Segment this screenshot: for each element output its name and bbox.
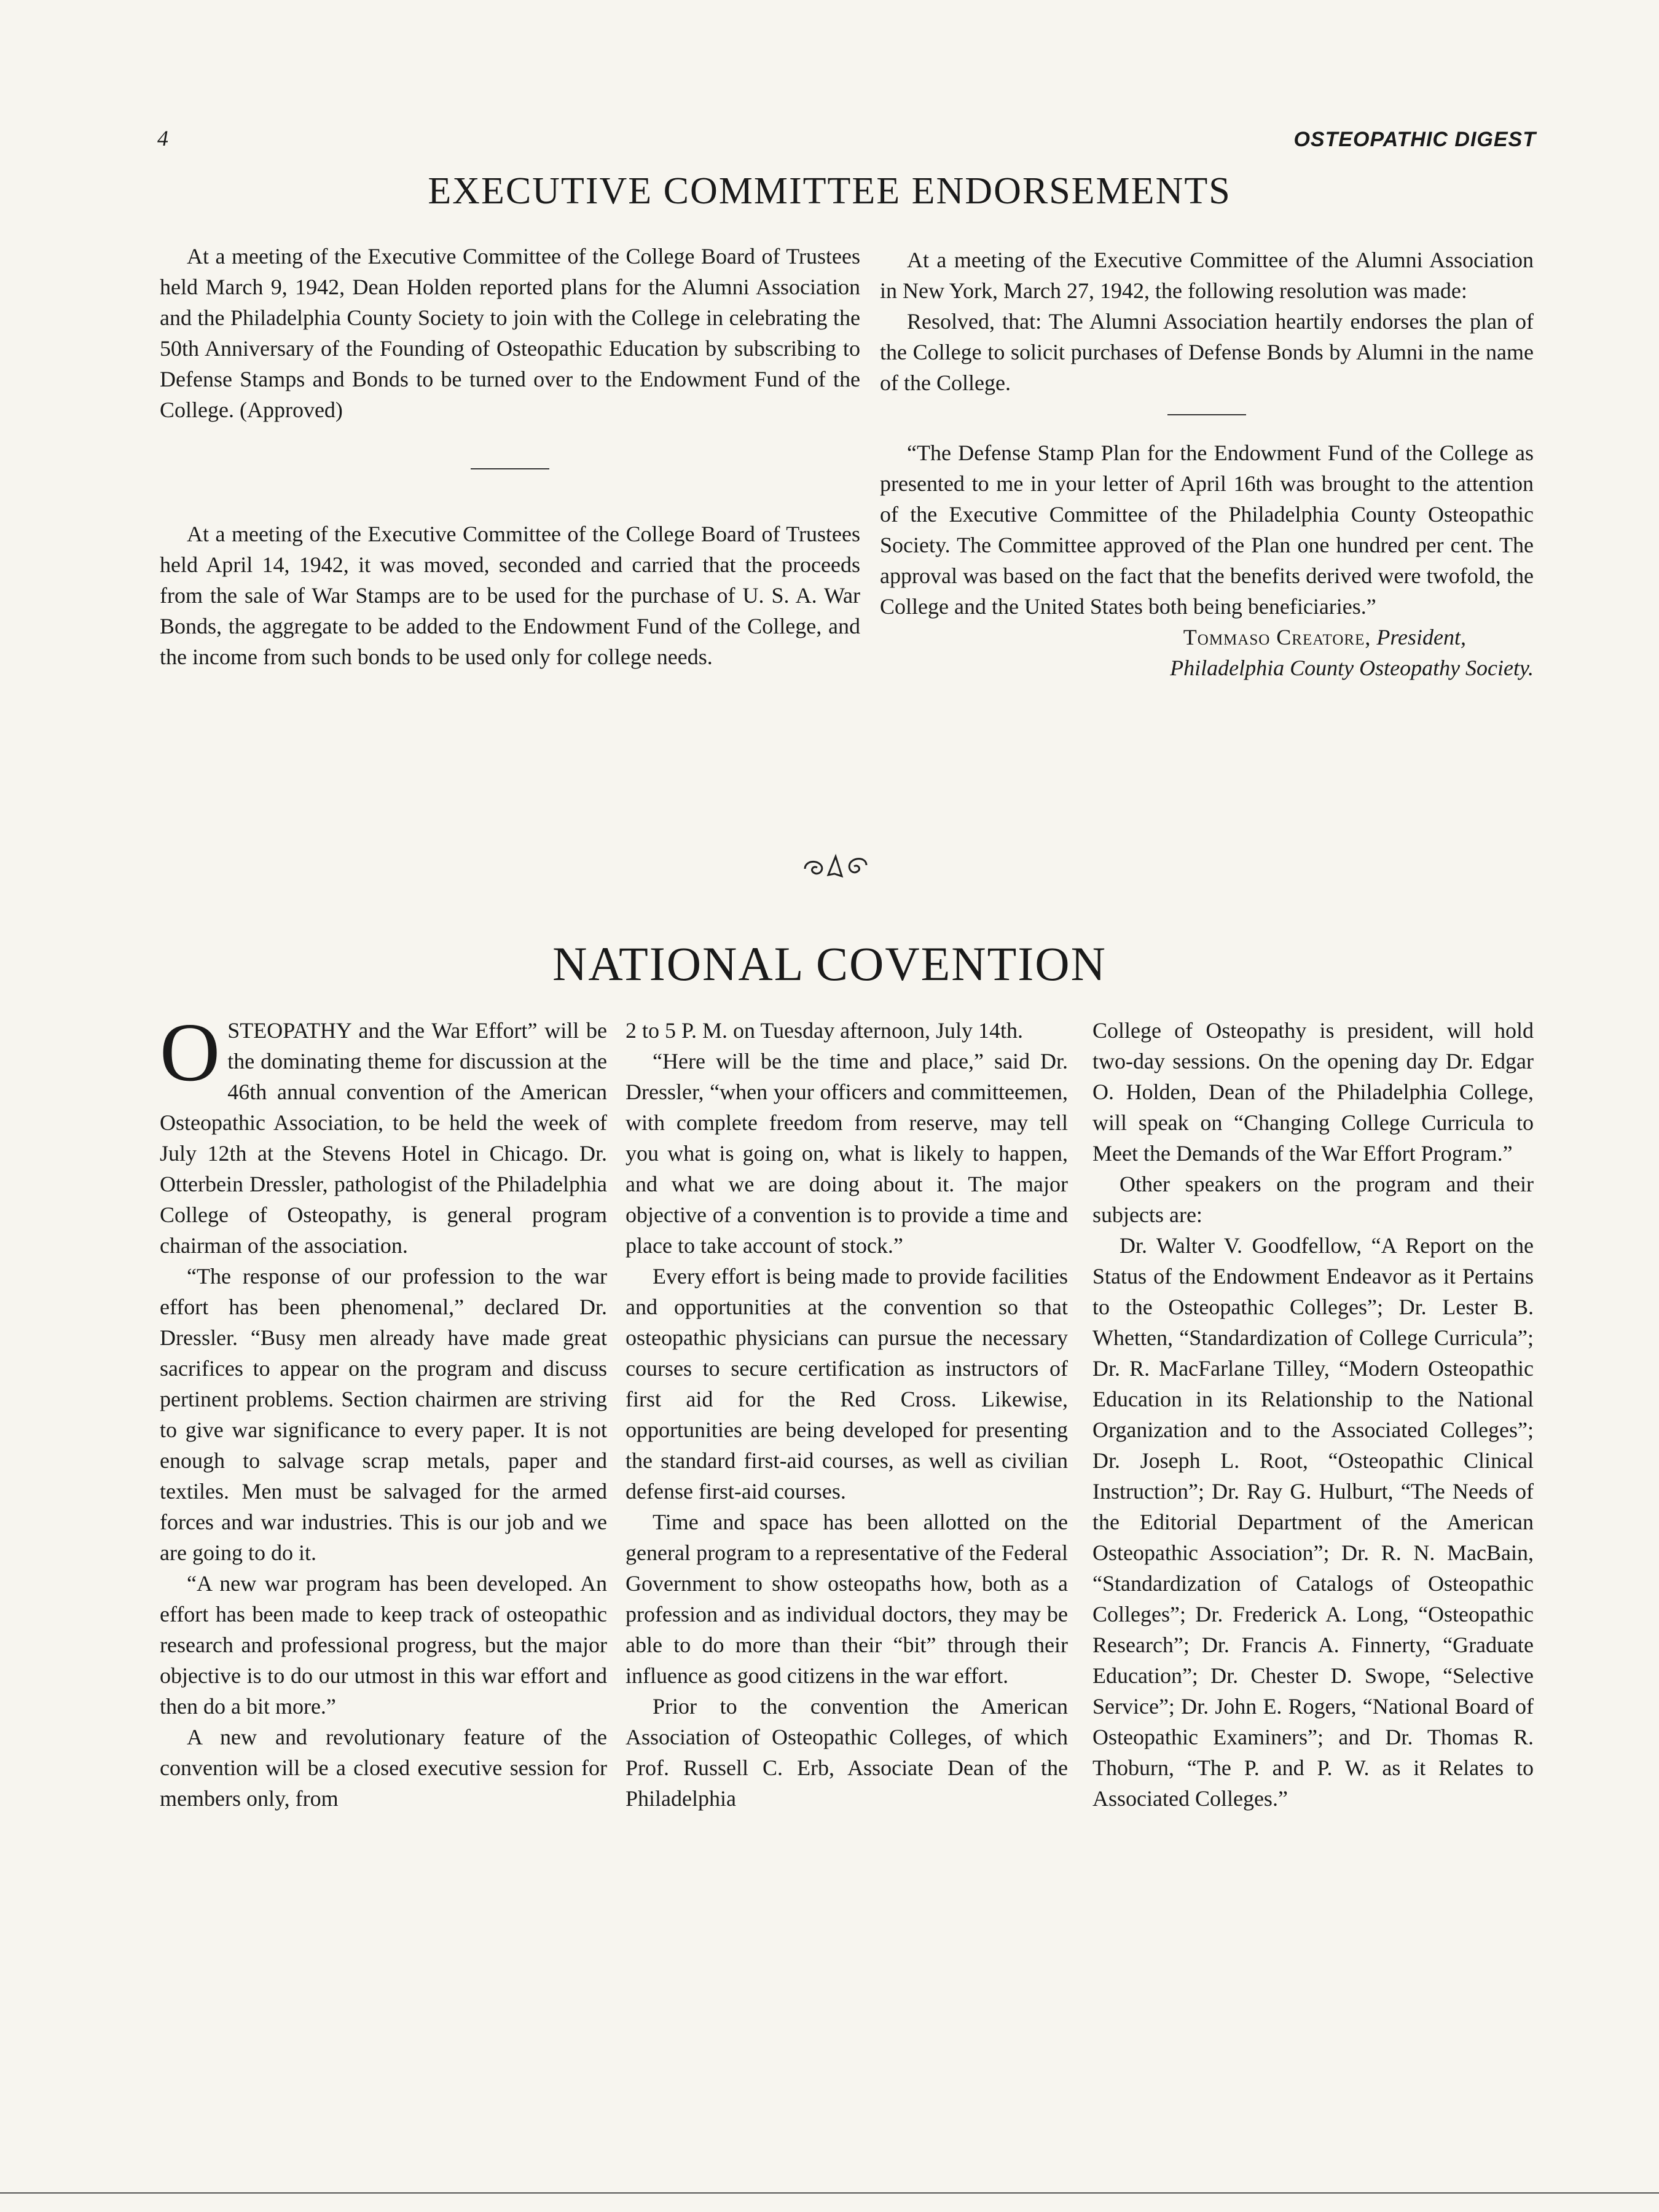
running-head: OSTEOPATHIC DIGEST [1293, 128, 1536, 151]
signature-name: Tommaso Creatore, [1183, 625, 1371, 649]
quote-paragraph: “The Defense Stamp Plan for the Endowment Fund of the College as presented to me in your letter of April 16th was brought to the attention of the Executive Committee of the Philadelphia County Osteopathic Society. The Committee approved of the Plan one hundred per cent. The approval was based on the fact that the benefits derived were twofold, the College and the United States both being beneficiaries.” [880, 441, 1534, 619]
endorsements-left-column [160, 241, 860, 672]
section-title-convention: NATIONAL COVENTION [552, 937, 1107, 990]
signature-line [880, 622, 1534, 653]
paragraph: Resolved, that: The Alumni Association heartily endorses the plan of the College to solicit purchases of Defense Bonds by Alumni in the name of the College. [880, 309, 1534, 395]
signature-title: President, [1376, 625, 1466, 649]
convention-column-2 [626, 1015, 1068, 1814]
convention-column-1 [160, 1006, 607, 1814]
paragraph: At a meeting of the Executive Committee of the College Board of Trustees held April 14, 1942, it was moved, seconded and carried that the proceeds from the sale of War Stamps are to be used for the purchase of U. S. A. War Bonds, the aggregate to be added to the Endowment Fund of the College, and the income from such bonds to be used only for college needs. [160, 522, 860, 669]
paragraph: OSTEOPATHY and the War Effort” will be the dominating theme for discussion at the 46th annual convention of the American Osteopathic Association, to be held the week of July 12th at the Stevens Hotel in Chicago. Dr. Otterbein Dressler, pathologist of the Philadelphia College of Osteopathy, is general program chairman of the association. [160, 1006, 607, 1258]
divider [471, 468, 549, 469]
page-edge-line [0, 2192, 1659, 2194]
fleuron-icon [799, 850, 873, 884]
paragraph: “Here will be the time and place,” said Dr. Dressler, “when your officers and committeemen, with complete freedom from reserve, may tell you what is going on, what is likely to happen, and what we are doing about it. The major objective of a convention is to provide a time and place to take account of stock.” [626, 1049, 1068, 1258]
paragraph: Prior to the convention the American Association of Osteopathic Colleges, of which Prof. Russell C. Erb, Associate Dean of the Philadelphia [626, 1694, 1068, 1811]
endorsements-right-column [880, 245, 1534, 683]
paragraph: At a meeting of the Executive Committee of the College Board of Trustees held March 9, 1942, Dean Holden reported plans for the Alumni Association and the Philadelphia County Society to join with the College in celebrating the 50th Anniversary of the Founding of Osteopathic Education by subscribing to Defense Stamps and Bonds to be turned over to the Endowment Fund of the College. (Approved) [160, 244, 860, 422]
drop-cap: O [160, 1006, 221, 1099]
paragraph: Dr. Walter V. Goodfellow, “A Report on the Status of the Endowment Endeavor as it Pertains to the Osteopathic Colleges”; Dr. Lester B. Whetten, “Standardization of College Curricula”; Dr. R. MacFarlane Tilley, “Modern Osteopathic Education in its Relationship to the National Organization and to the Associated Colleges”; Dr. Joseph L. Root, “Osteopathic Clinical Instruction”; Dr. Ray G. Hulburt, “The Needs of the Editorial Department of the American Osteopathic Association”; Dr. R. N. MacBain, “Standardization of Catalogs of Osteopathic Colleges”; Dr. Frederick A. Long, “Osteopathic Research”; Dr. Francis A. Finnerty, “Graduate Education”; Dr. Chester D. Swope, “Selective Service”; Dr. John E. Rogers, “National Board of Osteopathic Examiners”; and Dr. Thomas R. Thoburn, “The P. and P. W. as it Relates to Associated Colleges.” [1092, 1233, 1534, 1811]
convention-column-3 [1092, 1015, 1534, 1814]
section-title-endorsements: EXECUTIVE COMMITTEE ENDORSEMENTS [428, 170, 1231, 212]
paragraph: Every effort is being made to provide facilities and opportunities at the convention so that osteopathic physicians can pursue the necessary courses to secure certification as instructors of first aid for the Red Cross. Likewise, opportunities are being developed for presenting the standard first-aid courses, as well as civilian defense first-aid courses. [626, 1264, 1068, 1504]
paragraph: At a meeting of the Executive Committee of the Alumni Association in New York, March 27, 1942, the following resolution was made: [880, 248, 1534, 303]
paragraph: College of Osteopathy is president, will hold two-day sessions. On the opening day Dr. Edgar O. Holden, Dean of the Philadelphia College, will speak on “Changing College Curricula to Meet the Demands of the War Effort Program.” [1092, 1018, 1534, 1166]
paragraph: 2 to 5 P. M. on Tuesday afternoon, July 14th. [626, 1018, 1024, 1043]
paragraph: “A new war program has been developed. An effort has been made to keep track of osteopathic research and professional progress, but the major objective is to do our utmost in this war effort and then do a bit more.” [160, 1571, 607, 1719]
page-number: 4 [157, 126, 168, 151]
paragraph: A new and revolutionary feature of the convention will be a closed executive session for members only, from [160, 1725, 607, 1811]
paragraph: “The response of our profession to the war effort has been phenomenal,” declared Dr. Dressler. “Busy men already have made great sacrifices to appear on the program and discuss pertinent problems. Section chairmen are striving to give war significance to every paper. It is not enough to salvage scrap metals, paper and textiles. Men must be salvaged for the armed forces and war industries. This is our job and we are going to do it. [160, 1264, 607, 1565]
paragraph: Time and space has been allotted on the general program to a representative of the Federal Government to show osteopaths how, both as a profession and as individual doctors, they may be able to do more than their “bit” through their influence as good citizens in the war effort. [626, 1510, 1068, 1688]
paragraph: Other speakers on the program and their subjects are: [1092, 1172, 1534, 1227]
signature-org: Philadelphia County Osteopathy Society. [1170, 656, 1534, 680]
divider [1167, 414, 1246, 415]
